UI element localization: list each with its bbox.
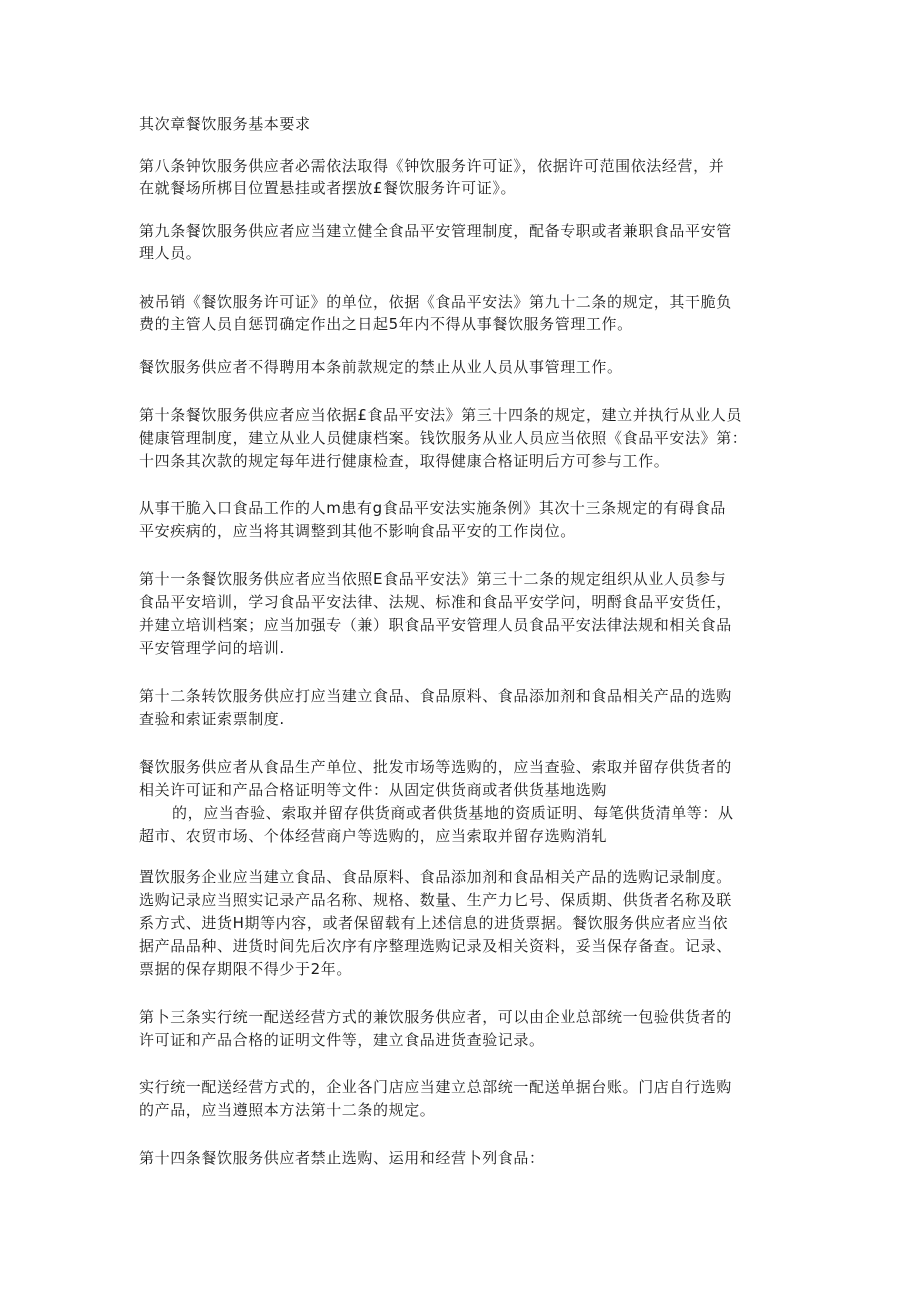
paragraph-line: 票据的保存期限不得少于2年。 bbox=[139, 960, 352, 978]
paragraph-line: 理人员。 bbox=[139, 244, 202, 262]
paragraph-line: 许可证和产品合格的证明文件等，建立食品进货查验记录。 bbox=[139, 1031, 545, 1049]
paragraph-line: 第八条钟饮服务供应者必需依法取得《钟饮服务许可证》，依据许可范围依法经营，并 bbox=[139, 157, 725, 175]
paragraph-line: 第十二条转饮服务供应打应当建立食品、食品原料、食品添加剂和食品相关产品的选购 bbox=[139, 687, 732, 705]
paragraph-line: 餐饮服务供应者不得聘用本条前款规定的禁止从业人员从事管理工作。 bbox=[139, 358, 623, 376]
paragraph-line: 餐饮服务供应者从食品生产单位、批发市场等选购的，应当查验、索取并留存供货者的 bbox=[139, 758, 732, 776]
paragraph-line: 的产品，应当遵照本方法第十二条的规定。 bbox=[139, 1101, 436, 1119]
paragraph-line: 相关许可证和产品合格证明等文件：从固定供货商或者供货基地选购 bbox=[139, 781, 608, 799]
paragraph-line: 第十四条餐饮服务供应者禁止选购、运用和经营卜列食品： bbox=[139, 1149, 545, 1167]
paragraph-line: 第九条餐饮服务供应者应当建立健全食品平安管理制度，配备专职或者兼职食品平安管 bbox=[139, 222, 732, 240]
paragraph-line: 实行统一配送经营方式的，企业各门店应当建立总部统一配送单据台账。门店自行选购 bbox=[139, 1078, 732, 1096]
paragraph-line: 系方式、进货H期等内容，或者保留载有上述信息的进货票据。餐饮服务供应者应当依 bbox=[139, 914, 729, 932]
paragraph-line: 并建立培训档案；应当加强专（兼）职食品平安管理人员食品平安法律法规和相关食品 bbox=[139, 616, 732, 634]
paragraph-line: 据产品品种、进货时间先后次序有序整理选购记录及相关资料，妥当保存备查。记录、 bbox=[139, 937, 732, 955]
paragraph-line: 置饮服务企业应当建立食品、食品原料、食品添加剂和食品相关产品的选购记录制度。 bbox=[139, 868, 732, 886]
chapter-title: 其次章餐饮服务基本要求 bbox=[139, 115, 311, 133]
paragraph-line: 第十条餐饮服务供应者应当依据£食品平安法》第三十四条的规定，建立并执行从业人员 bbox=[139, 406, 742, 424]
paragraph-line: 选购记录应当照实记录产品名称、规格、数量、生产力匕号、保质期、供货者名称及联 bbox=[139, 891, 732, 909]
paragraph-line: 第十一条餐饮服务供应者应当依照E食品平安法》第三十二条的规定组织从业人员参与 bbox=[139, 570, 727, 588]
paragraph-line: 查验和索证索票制度. bbox=[139, 710, 285, 728]
paragraph-line: 十四条其次款的规定每年进行健康检查，取得健康合格证明后方可参与工作。 bbox=[139, 452, 670, 470]
paragraph-line: 从事干脆入口食品工作的人m患有g食品平安法实施条例》其次十三条规定的有碍食品 bbox=[139, 499, 726, 517]
paragraph-line: 平安疾病的，应当将其调整到其他不影响食品平安的工作岗位。 bbox=[139, 522, 576, 540]
paragraph-line: 在就餐场所梆目位置悬挂或者摆放£餐饮服务许可证》。 bbox=[139, 179, 517, 197]
paragraph-line: 平安管理学问的培训. bbox=[139, 639, 285, 657]
paragraph-line: 费的主管人员自惩罚确定作出之日起5年内不得从事餐饮服务管理工作。 bbox=[139, 315, 633, 333]
paragraph-line: 超市、农贸市场、个体经营商户等选购的，应当索取并留存选购消轧 bbox=[139, 827, 608, 845]
paragraph-line: 食品平安培训，学习食品平安法律、法规、标准和食品平安学问，明酹食品平安货任， bbox=[139, 593, 732, 611]
paragraph-line: 健康管理制度，建立从业人员健康档案。钱饮服务从业人员应当依照《食品平安法》第： bbox=[139, 429, 748, 447]
paragraph-line: 的，应当杳验、索取并留存供货商或者供货基地的资质证明、每笔供货清单等：从 bbox=[172, 804, 734, 822]
paragraph-line: 被吊销《餐饮服务许可证》的单位，依据《食品平安法》第九十二条的规定，其干脆负 bbox=[139, 293, 732, 311]
paragraph-line: 第卜三条实行统一配送经营方式的兼饮服务供应者，可以由企业总部统一包验供货者的 bbox=[139, 1008, 732, 1026]
